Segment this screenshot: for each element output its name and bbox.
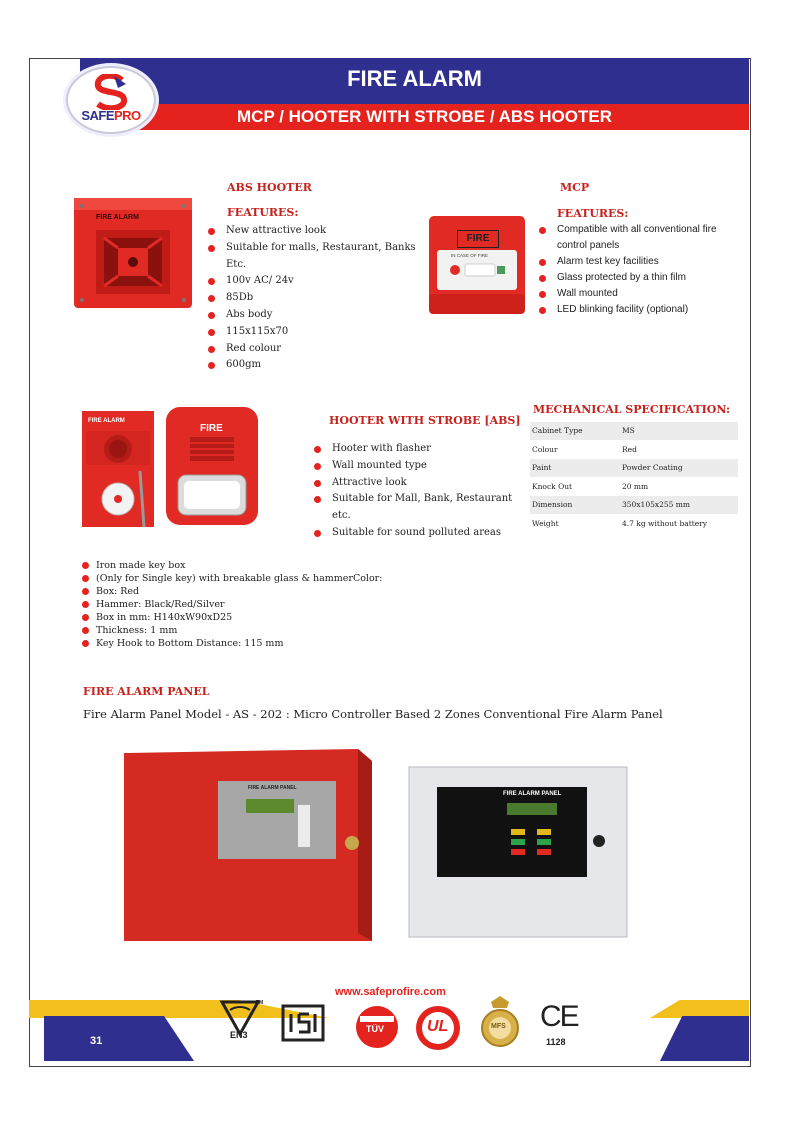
- tuv-mark-icon: [354, 1004, 400, 1050]
- table-row: [530, 478, 738, 497]
- list-item: 85Db: [206, 290, 426, 307]
- ul-mark-icon: [414, 1004, 462, 1052]
- list-item: Key Hook to Bottom Distance: 115 mm: [80, 637, 480, 650]
- spec-value: 350x105x255 mm: [622, 500, 691, 510]
- mcp-heading: MCP: [560, 181, 590, 194]
- ce-mark-icon: [538, 1000, 584, 1050]
- list-item: 115x115x70: [206, 324, 426, 341]
- abs-hooter-features: [206, 223, 426, 374]
- strobe-image-label: FIRE: [200, 423, 223, 434]
- abs-hooter-features-heading: FEATURES:: [227, 206, 299, 219]
- list-item: 600gm: [206, 357, 426, 374]
- table-row: [530, 459, 738, 478]
- kitemark-label: EN3: [230, 1030, 248, 1040]
- table-row: [530, 496, 738, 515]
- subtitle-banner: [100, 104, 749, 130]
- red-panel-image: [122, 747, 374, 943]
- tuv-mark-label: TÜV: [366, 1024, 384, 1034]
- spec-key: Weight: [532, 518, 559, 528]
- mechanical-heading: MECHANICAL SPECIFICATION:: [533, 403, 731, 416]
- white-panel-image: [407, 765, 629, 939]
- mcp-image-sublabel: IN CASE OF FIRE: [451, 253, 489, 258]
- panel-heading: FIRE ALARM PANEL: [83, 685, 210, 698]
- mfs-seal-label: MFS: [491, 1023, 506, 1030]
- list-item: Hammer: Black/Red/Silver: [80, 598, 480, 611]
- key-box-image-label: FIRE ALARM: [88, 418, 125, 424]
- list-item: Attractive look: [312, 475, 522, 492]
- kitemark-icon: [218, 998, 262, 1044]
- table-row: [530, 441, 738, 460]
- spec-key: Paint: [532, 463, 552, 473]
- table-row: [530, 422, 738, 441]
- list-item: Suitable for malls, Restaurant, Banks Etc.: [206, 240, 426, 274]
- list-item: 100v AC/ 24v: [206, 273, 426, 290]
- page-subtitle: MCP / HOOTER WITH STROBE / ABS HOOTER: [237, 107, 612, 126]
- spec-key: Colour: [532, 444, 558, 454]
- abs-hooter-image-label: FIRE ALARM: [96, 214, 139, 221]
- list-item: Compatible with all conventional fire control panels: [537, 222, 747, 254]
- kitemark-tm: TM: [256, 1000, 264, 1006]
- safepro-logo: [66, 66, 156, 134]
- mcp-image: [427, 214, 527, 316]
- title-banner: [80, 58, 749, 104]
- list-item: LED blinking facility (optional): [537, 302, 747, 318]
- logo-text-safe: SAFE: [81, 108, 114, 123]
- list-item: Box: Red: [80, 585, 480, 598]
- list-item: Thickness: 1 mm: [80, 624, 480, 637]
- list-item: New attractive look: [206, 223, 426, 240]
- ce-mark-label: CE: [540, 1000, 578, 1033]
- hooter-strobe-heading: HOOTER WITH STROBE [ABS]: [329, 414, 521, 427]
- list-item: (Only for Single key) with breakable glass & hammerColor:: [80, 572, 480, 585]
- key-box-features: [80, 559, 480, 650]
- strobe-image: [164, 405, 260, 527]
- spec-value: 20 mm: [622, 481, 649, 491]
- mfs-seal-icon: [479, 994, 521, 1052]
- spec-key: Cabinet Type: [532, 426, 583, 436]
- ce-mark-number: 1128: [546, 1037, 566, 1047]
- list-item: Hooter with flasher: [312, 441, 522, 458]
- table-row: [530, 515, 738, 534]
- spec-value: Powder Coating: [622, 463, 683, 473]
- mcp-features: [537, 222, 747, 318]
- spec-value: Red: [622, 444, 637, 454]
- key-box-image: [80, 409, 158, 529]
- list-item: Box in mm: H140xW90xD25: [80, 611, 480, 624]
- list-item: Glass protected by a thin film: [537, 270, 747, 286]
- list-item: Suitable for sound polluted areas: [312, 525, 522, 542]
- spec-value: 4.7 kg without battery: [622, 518, 708, 528]
- list-item: Wall mounted type: [312, 458, 522, 475]
- list-item: Abs body: [206, 307, 426, 324]
- abs-hooter-image: [72, 196, 194, 310]
- list-item: Suitable for Mall, Bank, Restaurant etc.: [312, 491, 522, 525]
- list-item: Alarm test key facilities: [537, 254, 747, 270]
- page-number: 31: [90, 1035, 103, 1047]
- hooter-strobe-features: [312, 441, 522, 542]
- ul-mark-label: UL: [427, 1018, 449, 1035]
- page-title: FIRE ALARM: [347, 66, 482, 91]
- white-panel-label: FIRE ALARM PANEL: [503, 791, 562, 797]
- list-item: Red colour: [206, 341, 426, 358]
- spec-value: MS: [622, 426, 635, 436]
- spec-key: Knock Out: [532, 481, 573, 491]
- abs-hooter-heading: ABS HOOTER: [227, 181, 312, 194]
- mcp-image-label: FIRE: [457, 230, 499, 248]
- logo-text-pro: PRO: [114, 108, 141, 123]
- logo-text: [68, 108, 154, 123]
- safepro-s-icon: [92, 74, 130, 110]
- mechanical-table: [530, 422, 738, 533]
- website-link[interactable]: www.safeprofire.com: [335, 986, 446, 998]
- spec-key: Dimension: [532, 500, 573, 510]
- panel-description: Fire Alarm Panel Model - AS - 202 : Micro Controller Based 2 Zones Conventional Fire Alarm Panel: [83, 707, 663, 721]
- red-panel-label: FIRE ALARM PANEL: [248, 785, 297, 791]
- isi-mark-icon: [281, 1004, 325, 1042]
- mcp-features-heading: FEATURES:: [557, 207, 629, 220]
- list-item: Iron made key box: [80, 559, 480, 572]
- list-item: Wall mounted: [537, 286, 747, 302]
